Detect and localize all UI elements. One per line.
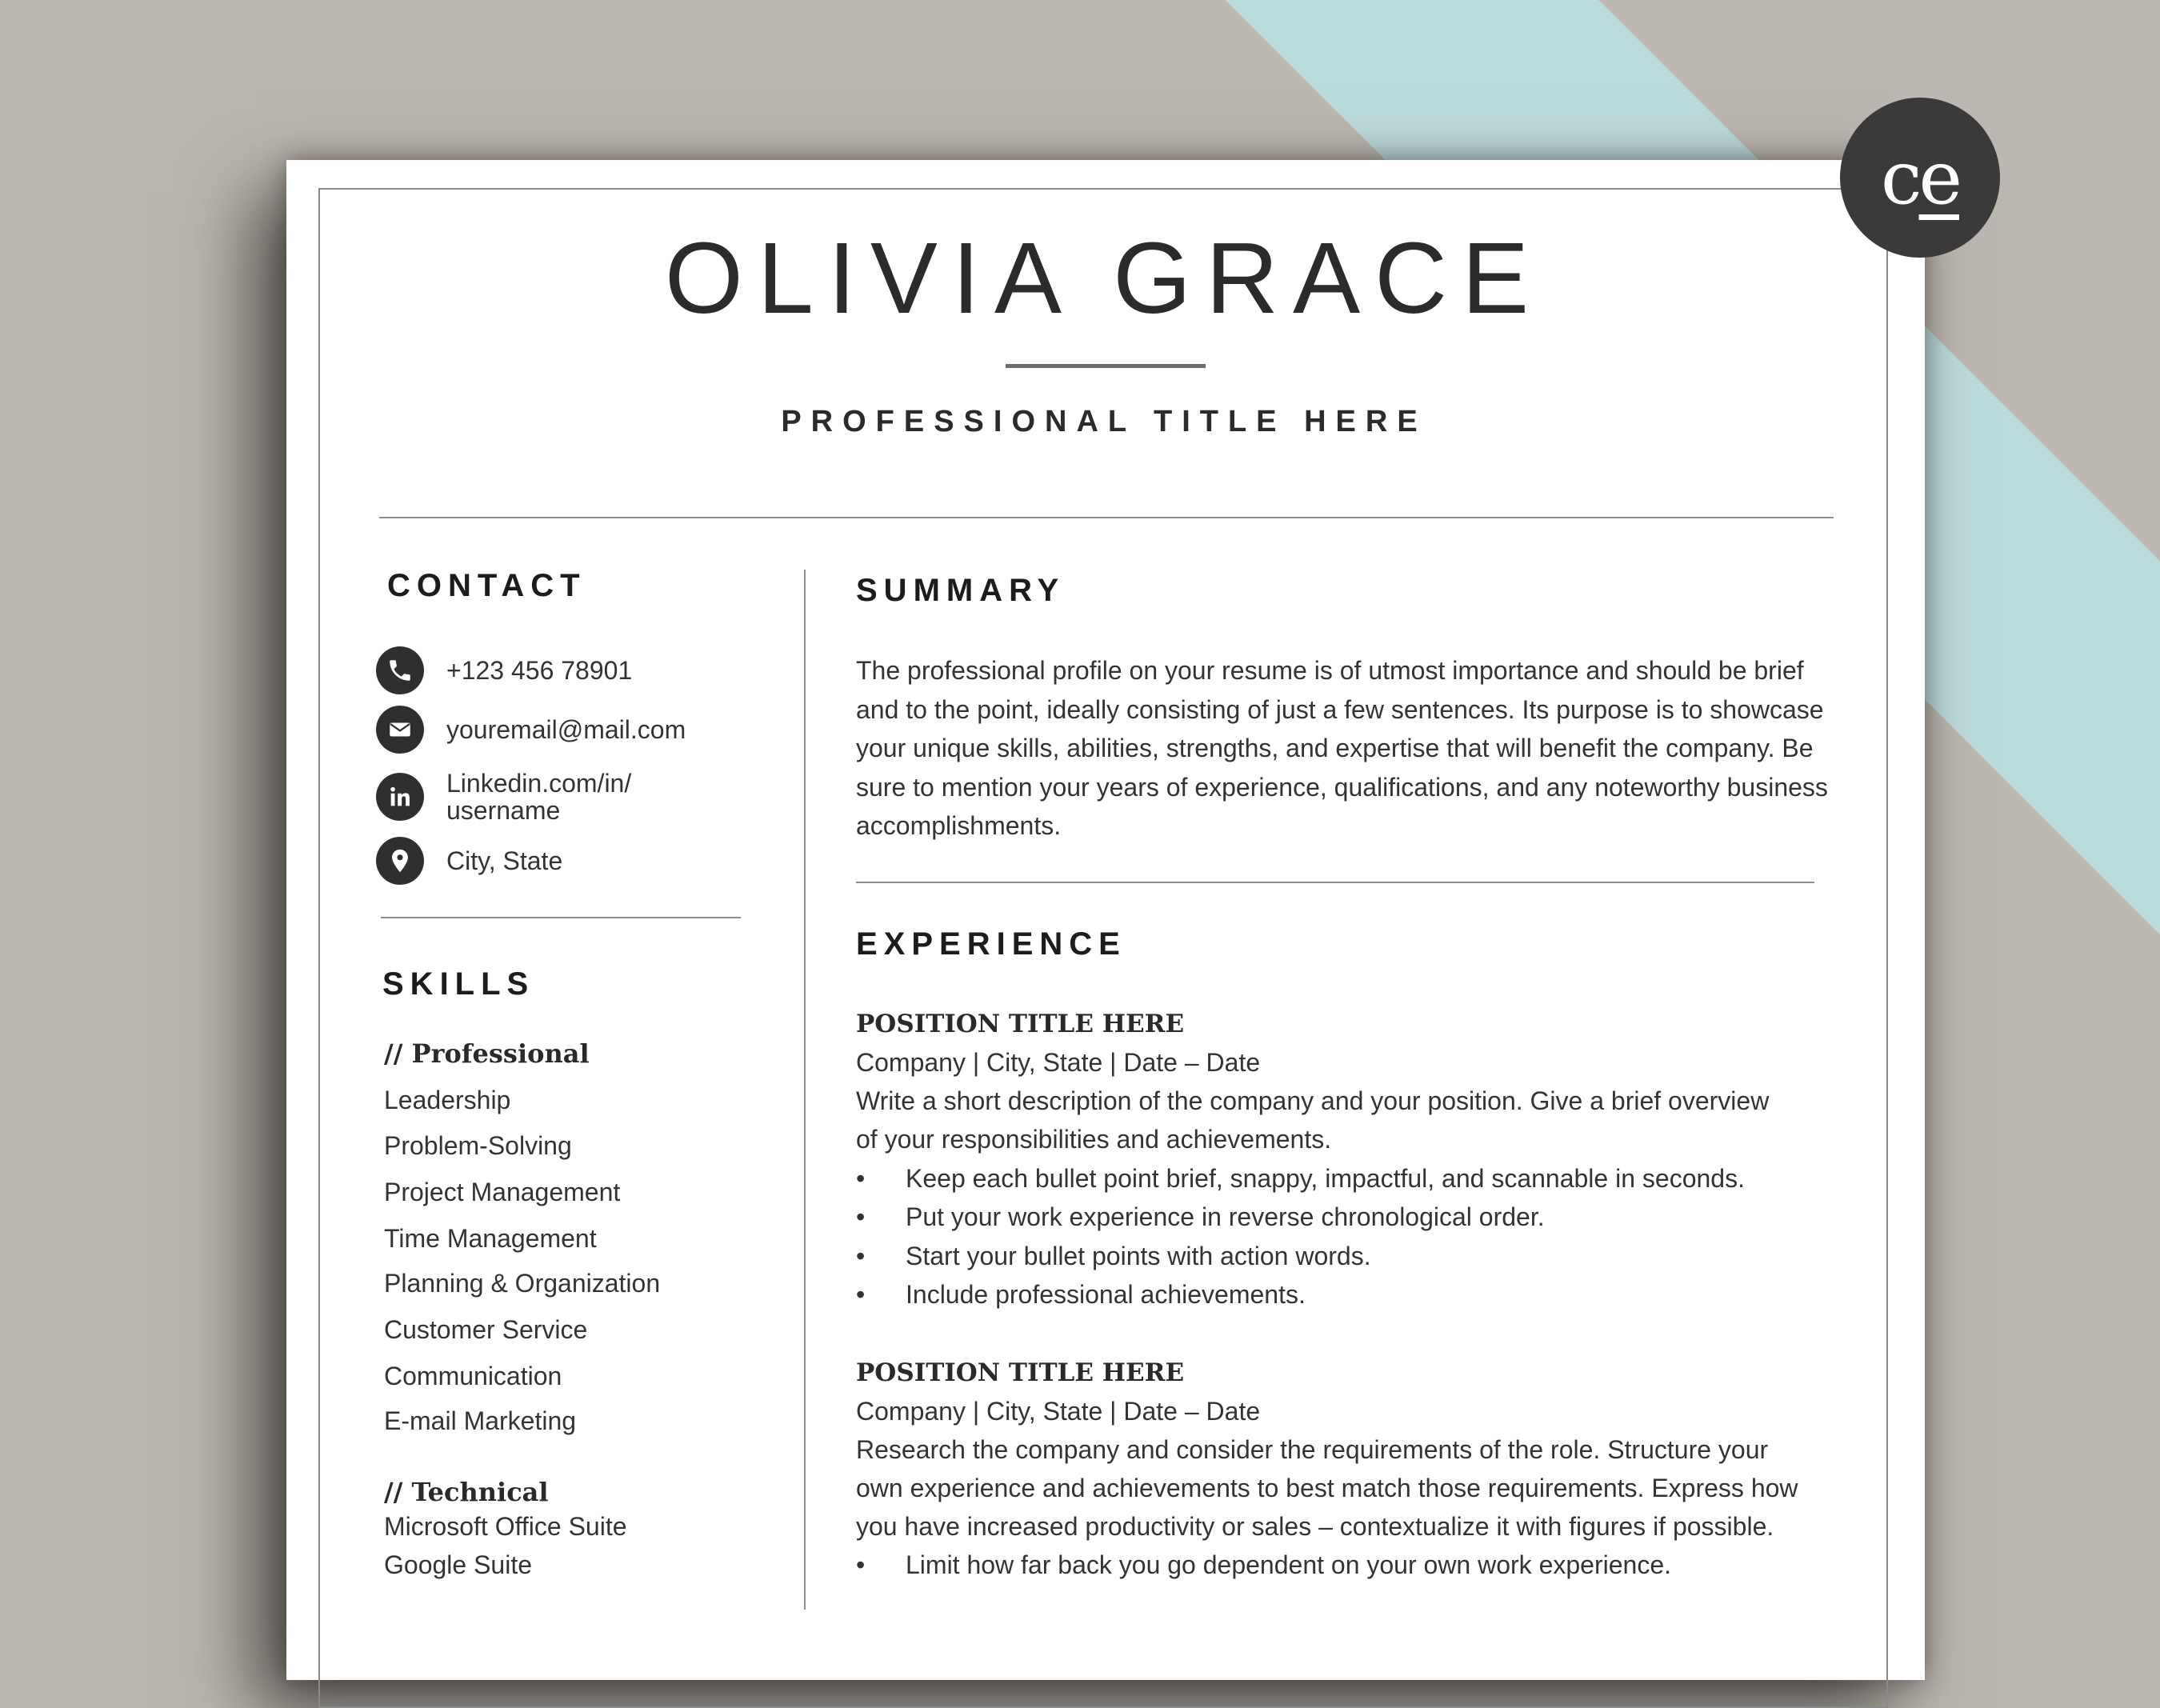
summary-divider (856, 882, 1814, 883)
professional-title: PROFESSIONAL TITLE HERE (781, 405, 1427, 438)
envelope-icon (376, 706, 424, 754)
skill-item: Google Suite (384, 1550, 533, 1579)
linkedin-line-2: username (446, 796, 561, 825)
job-bullet: • Keep each bullet point brief, snappy, impactful, and scannable in seconds. (856, 1164, 1745, 1193)
skills-technical-label: // Technical (384, 1477, 549, 1507)
job-title: POSITION TITLE HERE (856, 1358, 1185, 1387)
email-text: youremail@mail.com (446, 715, 686, 744)
contact-phone (376, 646, 632, 694)
job-bullet: • Include professional achievements. (856, 1280, 1306, 1309)
job-title: POSITION TITLE HERE (856, 1010, 1185, 1038)
job-company: Company | City, State | Date – Date (856, 1397, 1261, 1426)
skills-professional-label: // Professional (384, 1038, 590, 1069)
job-bullet: • Limit how far back you go dependent on your own work experience. (856, 1550, 1671, 1579)
brand-logo-text: ce (1881, 134, 1959, 221)
name-underline (1006, 364, 1206, 368)
job-bullet: • Put your work experience in reverse chronological order. (856, 1202, 1545, 1231)
skill-item: Planning & Organization (384, 1269, 661, 1298)
skill-item: Leadership (384, 1086, 511, 1114)
skill-item: Communication (384, 1362, 562, 1390)
skills-heading: SKILLS (382, 966, 535, 1002)
job-description-line: of your responsibilities and achievements. (856, 1125, 1332, 1154)
contact-linkedin (376, 770, 631, 824)
map-pin-icon (376, 837, 424, 885)
job-description-line: you have increased productivity or sales – contextualize it with figures if possible. (856, 1512, 1774, 1541)
skill-item: Microsoft Office Suite (384, 1512, 627, 1541)
header-divider (379, 517, 1834, 518)
experience-heading: EXPERIENCE (856, 926, 1126, 962)
candidate-name: OLIVIA GRACE (664, 222, 1544, 334)
job-bullet: • Start your bullet points with action words. (856, 1242, 1371, 1270)
job-description-line: Write a short description of the company and your position. Give a brief overview (856, 1086, 1770, 1115)
linkedin-text (446, 770, 631, 824)
summary-heading: SUMMARY (856, 573, 1066, 608)
contact-email (376, 706, 686, 754)
location-text: City, State (446, 846, 563, 875)
contact-location (376, 837, 562, 885)
skill-item: E-mail Marketing (384, 1406, 577, 1435)
contact-heading: CONTACT (387, 568, 586, 603)
phone-text: +123 456 78901 (446, 656, 633, 685)
summary-text: The professional profile on your resume is of utmost importance and should be brief and to the point, ideally consisting of just a few sentences. Its purpose is to showcase your unique skills, abilities, strengths, and expertise that will benefit the company. Be sure to mention your years of experience, qualifications, and any noteworthy business accomplishments. (856, 656, 1828, 840)
column-divider (804, 570, 806, 1610)
skill-item: Time Management (384, 1224, 597, 1253)
phone-icon (376, 646, 424, 694)
job-description-line: own experience and achievements to best match those requirements. Express how (856, 1474, 1798, 1502)
skill-item: Project Management (384, 1178, 621, 1206)
linkedin-icon (376, 773, 424, 821)
skill-item: Problem-Solving (384, 1131, 572, 1160)
skill-item: Customer Service (384, 1315, 588, 1344)
job-description-line: Research the company and consider the requirements of the role. Structure your (856, 1435, 1769, 1464)
contact-divider (381, 917, 741, 918)
linkedin-line-1: Linkedin.com/in/ (446, 769, 632, 798)
job-company: Company | City, State | Date – Date (856, 1048, 1261, 1077)
